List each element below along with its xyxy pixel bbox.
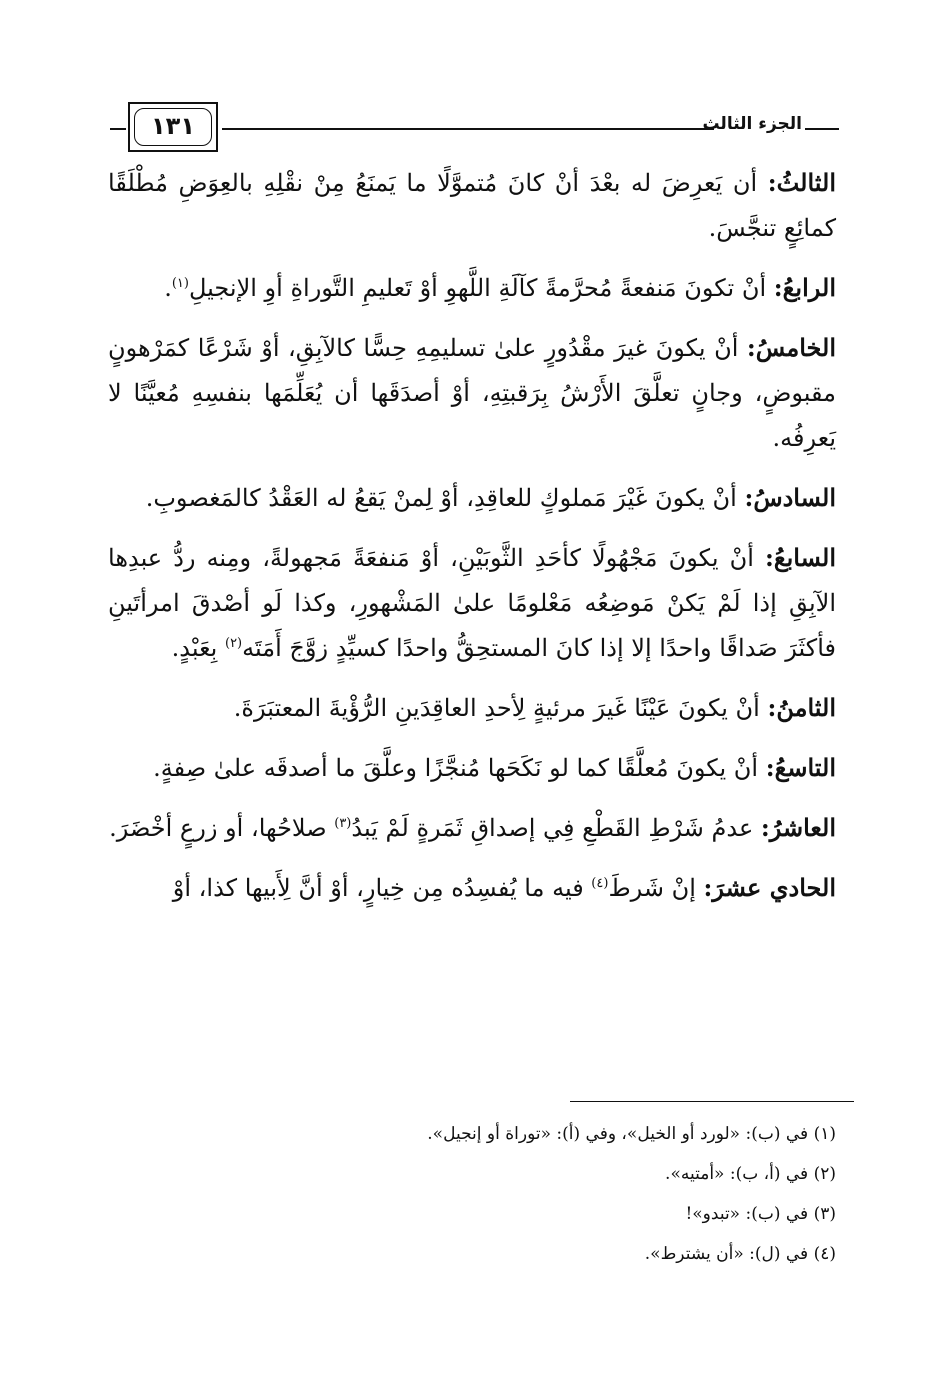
footnote-1: (١) في (ب): «لورد أو الخيل»، وفي (أ): «توراة أو إنجيل». [427, 1124, 836, 1144]
paragraph-ninth [108, 745, 836, 791]
paragraph-lead: التاسعُ: [765, 753, 836, 782]
page-number-frame [128, 102, 218, 152]
paragraph-sixth [108, 475, 836, 521]
paragraph-text: أنْ تكونَ مَنفعةً مُحرَّمةً كآلَةِ اللَّهوِ أوْ تَعليمِ التَّوراةِ أوِ الإنجيلِ [188, 274, 774, 302]
paragraph-lead: السادسُ: [744, 483, 836, 512]
paragraph-text: إنْ شَرطَ [608, 874, 704, 902]
paragraph-lead: الحادي عشرَ: [703, 873, 836, 902]
paragraph-lead: العاشرُ: [760, 813, 836, 842]
paragraph-text-after: . [164, 274, 172, 302]
paragraph-text: أنْ يكونَ مَجْهُولًا كأحَدِ الثَّوبَيْنِ، أوْ مَنفعَةً مَجهولةً، ومِنه ردُّ عبدِها الآبِقِ إذا لَمْ يَكنْ مَوضِعُه مَعْلومًا علىٰ المَشْهورِ، وكذا لَو أصْدقَ امرأتَينِ فأكثَرَ صَداقًا واحدًا إلا إذا كانَ المستحِقُّ واحدًا كسيِّدٍ زوَّجَ أَمَتَه [108, 544, 837, 662]
paragraph-lead: الثالثُ: [767, 168, 837, 197]
footnotes [108, 1114, 836, 1274]
paragraph-text: أنْ يكونَ غيرَ مقْدُورٍ علىٰ تسليمِهِ حِسًّا كالآبِقِ، أوْ شَرْعًا كمَرْهونٍ مقبوضٍ، وجانٍ تعلَّقَ الأَرْشُ بِرَقبتِهِ، أوْ أصدَقَها أن يُعَلِّمَها بنفسِهِ مُعيَّنًا لا يَعرِفُه. [108, 334, 836, 452]
footnote-4: (٤) في (ل): «أن يشترط». [644, 1244, 836, 1264]
paragraph-third [108, 160, 836, 251]
paragraph-text: أن يَعرِضَ له بعْدَ أنْ كانَ مُتموَّلًا ما يَمنَعُ مِنْ نقْلِهِ بالعِوَضِ مُطْلَقًا كمائِعٍ تنجَّسَ. [108, 169, 836, 242]
paragraph-text: أنْ يكونَ غَيْرَ مَملوكٍ للعاقِدِ، أوْ لِمنْ يَقعُ له العَقْدُ كالمَغصوبِ. [145, 484, 745, 512]
footnote-ref: (١) [171, 276, 189, 291]
paragraph-text: أنْ يكونَ عَيْنًا غَيرَ مرئيةٍ لِأحدِ العاقِدَينِ الرُّؤْيةَ المعتبَرَةَ. [233, 694, 768, 722]
paragraph-lead: الثامنُ: [767, 693, 836, 722]
paragraph-seventh [108, 535, 836, 671]
footnote-3: (٣) في (ب): «تبدو»! [685, 1204, 836, 1224]
paragraph-text: عدمُ شَرْطِ القَطْعِ فِي إصداقِ ثَمَرةٍ لَمْ يَبدُ [351, 814, 761, 842]
paragraph-fifth [108, 325, 836, 461]
header-rule-left [110, 128, 126, 130]
paragraph-text-after: صلاحُها، أو زرعٍ أخْضَرَ. [109, 814, 335, 842]
main-text [108, 160, 836, 925]
header-rule-right [805, 128, 839, 130]
paragraph-text-after: فيه ما يُفسِدُه مِن خِيارٍ، أوْ أنَّ لِأَبيها كذا، أوْ [172, 874, 592, 902]
paragraph-tenth [108, 805, 836, 851]
header-rule-middle [222, 128, 714, 130]
paragraph-text-after: بِعَبْدٍ. [171, 634, 225, 662]
paragraph-lead: الرابعُ: [773, 273, 836, 302]
paragraph-lead: السابعُ: [764, 543, 836, 572]
footnote-ref: (٤) [591, 876, 609, 891]
paragraph-eighth [108, 685, 836, 731]
page-number: ١٣١ [151, 112, 195, 140]
footnote-2: (٢) في (أ، ب): «أمتيه». [665, 1164, 836, 1184]
paragraph-eleventh [108, 865, 836, 911]
running-title: الجزء الثالث [702, 114, 802, 134]
paragraph-text: أنْ يكونَ مُعلَّقًا كما لو نَكَحَها مُنجَّزًا وعلَّقَ ما أصدقَه علىٰ صِفةٍ. [153, 754, 766, 782]
footnote-ref: (٣) [334, 816, 352, 831]
footnote-ref: (٢) [224, 636, 243, 651]
footnote-separator [570, 1101, 854, 1102]
paragraph-fourth [108, 265, 836, 311]
page-header [110, 98, 840, 158]
paragraph-lead: الخامسُ: [746, 333, 837, 362]
